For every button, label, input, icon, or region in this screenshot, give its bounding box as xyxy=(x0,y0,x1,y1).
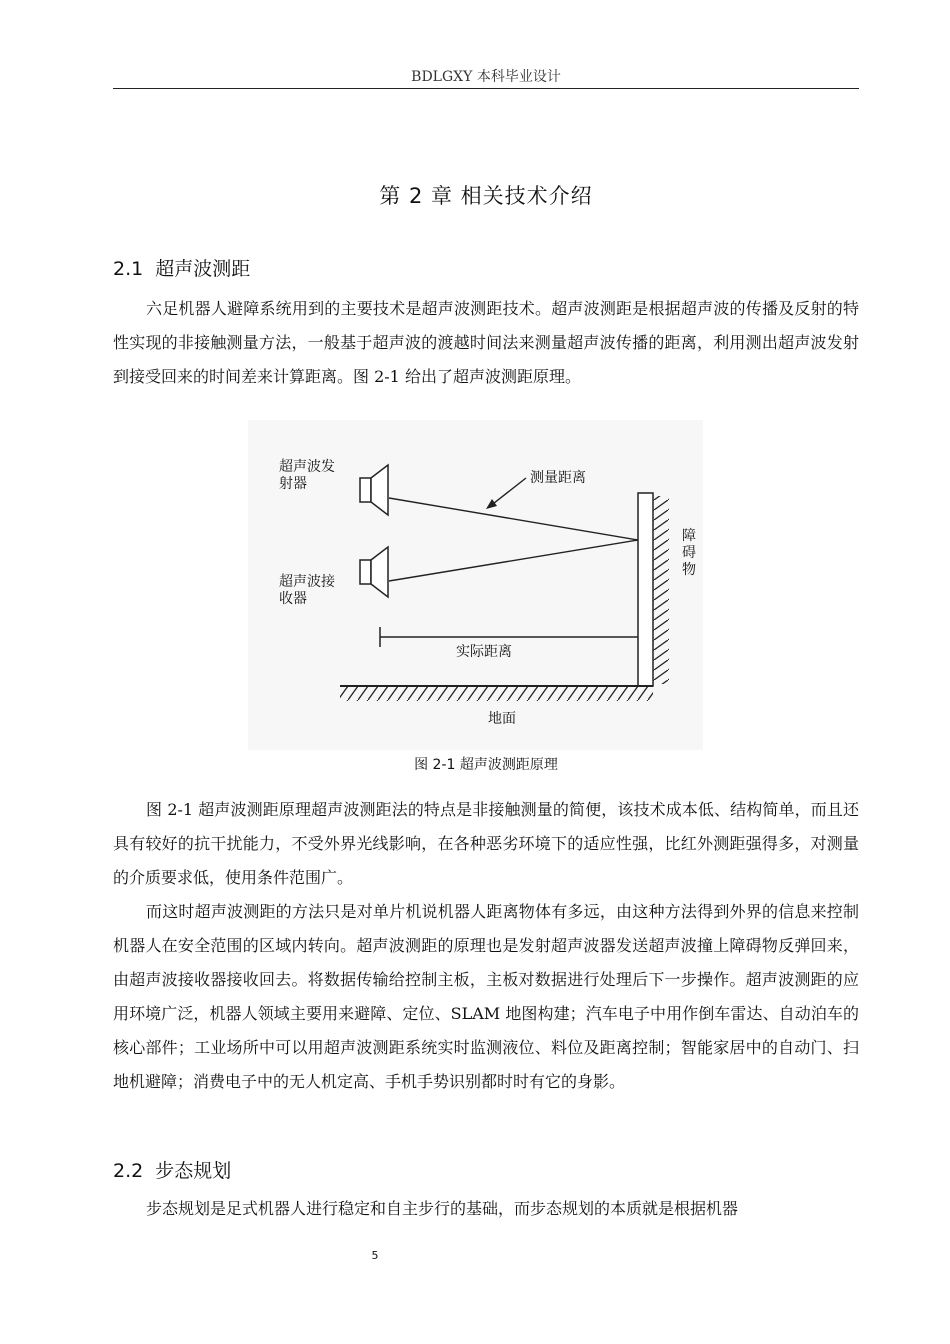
label-obstacle-1: 障 xyxy=(682,528,696,544)
label-ground: 地面 xyxy=(488,711,516,727)
obstacle-wall xyxy=(638,493,653,686)
label-obstacle-2: 碍 xyxy=(682,545,696,561)
label-actual-distance: 实际距离 xyxy=(456,644,512,660)
page-number: 5 xyxy=(371,1249,379,1262)
section-title: 超声波测距 xyxy=(155,258,251,280)
label-obstacle-3: 物 xyxy=(682,562,696,578)
section-heading-2-2 xyxy=(113,1156,231,1183)
paragraph-gait-planning: 步态规划是足式机器人进行稳定和自主步行的基础，而步态规划的本质就是根据机器 xyxy=(146,1199,739,1218)
figure-ultrasonic-principle xyxy=(248,420,703,750)
section-number: 2.2 xyxy=(113,1160,144,1182)
section-title: 步态规划 xyxy=(155,1160,232,1182)
header-rule xyxy=(113,88,859,89)
paragraph-advantages: 图 2-1 超声波测距原理超声波测距法的特点是非接触测量的简便，该技术成本低、结构简单，而且还具有较好的抗干扰能力，不受外界光线影响，在各种恶劣环境下的适应性强，比红外测距强得多，对测量的介质要求低，使用条件范围广。 xyxy=(113,800,859,887)
section-heading-2-1 xyxy=(113,254,250,281)
page-header: BDLGXY 本科毕业设计 xyxy=(411,69,561,85)
label-transmitter-line1: 超声波发 xyxy=(279,459,335,475)
label-receiver-line2: 收器 xyxy=(279,591,307,607)
figure-caption: 图 2-1 超声波测距原理 xyxy=(414,757,558,773)
paragraph-intro: 六足机器人避障系统用到的主要技术是超声波测距技术。超声波测距是根据超声波的传播及反射的特性实现的非接触测量方法，一般基于超声波的渡越时间法来测量超声波传播的距离，利用测出超声波发射到接受回来的时间差来计算距离。图 2-1 给出了超声波测距原理。 xyxy=(113,299,859,386)
paragraph-applications: 而这时超声波测距的方法只是对单片机说机器人距离物体有多远，由这种方法得到外界的信息来控制机器人在安全范围的区域内转向。超声波测距的原理也是发射超声波器发送超声波撞上障碍物反弹回来，由超声波接收器接收回去。将数据传输给控制主板，主板对数据进行处理后下一步操作。超声波测距的应用环境广泛，机器人领域主要用来避障、定位、SLAM 地图构建；汽车电子中用作倒车雷达、自动泊车的核心部件；工业场所中可以用超声波测距系统实时监测液位、料位及距离控制；智能家居中的自动门、扫地机避障；消费电子中的无人机定高、手机手势识别都时时有它的身影。 xyxy=(113,902,859,1091)
section-number: 2.1 xyxy=(113,258,144,280)
label-transmitter-line2: 射器 xyxy=(279,476,307,492)
chapter-title: 第 2 章 相关技术介绍 xyxy=(379,184,593,208)
label-measured-distance: 测量距离 xyxy=(530,470,586,486)
label-receiver-line1: 超声波接 xyxy=(279,574,335,590)
